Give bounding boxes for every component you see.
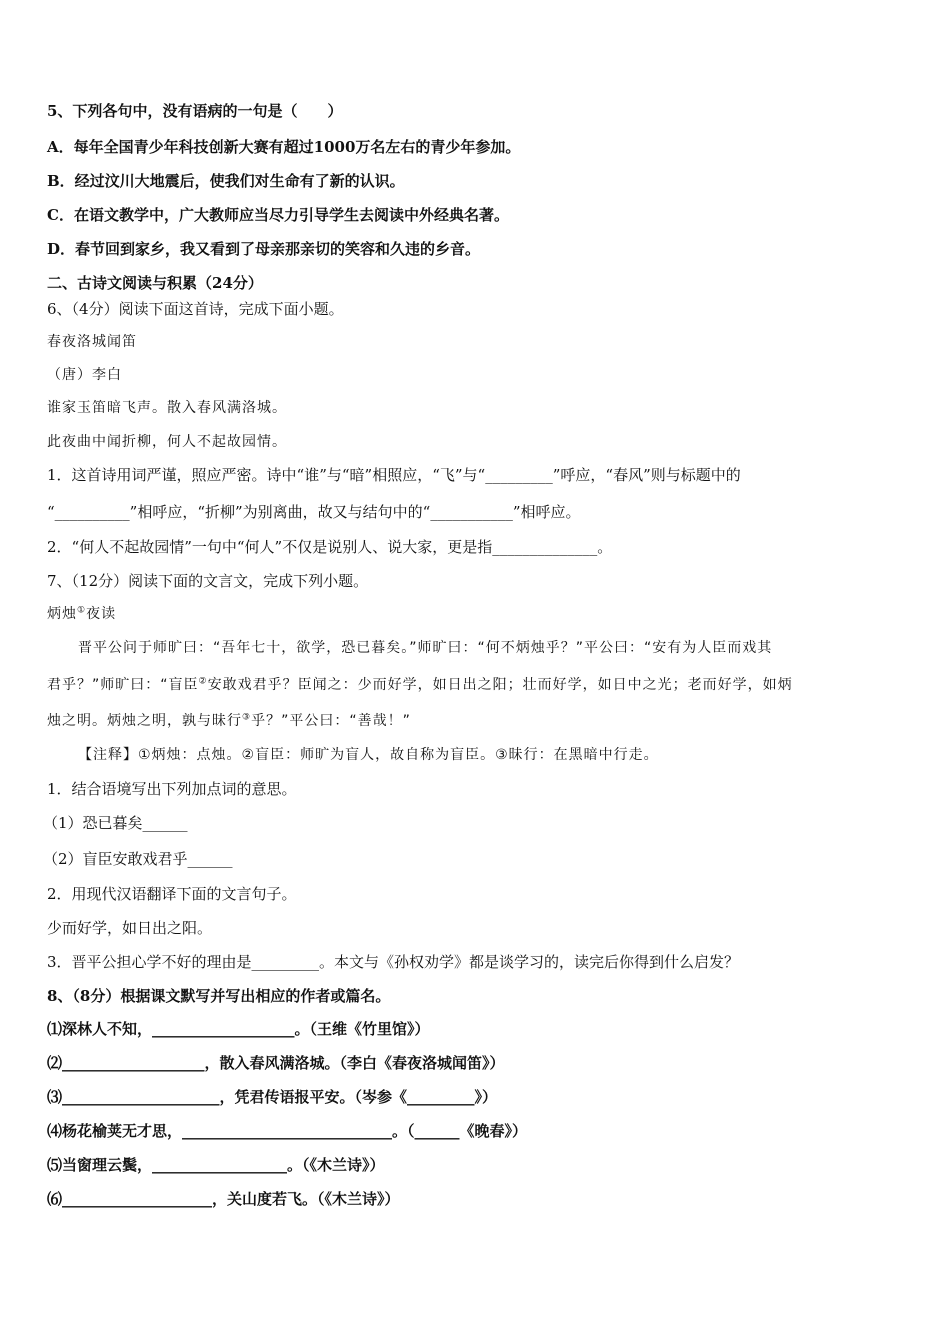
q7-sub2-sentence: 少而好学，如日出之阳。 (47, 919, 213, 937)
section-heading: 二、古诗文阅读与积累（24分） (47, 274, 263, 292)
q8-item-1: ⑴深林人不知，___________________。（王维《竹里馆》） (47, 1020, 430, 1038)
q5-option-d: D．春节回到家乡，我又看到了母亲那亲切的笑容和久违的乡音。 (47, 240, 481, 258)
poem-title: 春夜洛城闻笛 (47, 334, 137, 350)
note-marker-1: ① (77, 605, 87, 616)
q8-item-6: ⑹____________________，关山度若飞。（《木兰诗》） (47, 1190, 400, 1208)
notes-text: ①炳烛：点烛。②盲臣：师旷为盲人，故自称为盲臣。③昧行：在黑暗中行走。 (138, 747, 659, 763)
q5-option-c: C．在语文教学中，广大教师应当尽力引导学生去阅读中外经典名著。 (47, 206, 509, 224)
note-marker-2: ② (198, 676, 208, 687)
q7-stem: 7、（12分）阅读下面的文言文，完成下列小题。 (47, 572, 369, 590)
q5-option-b: B．经过汶川大地震后，使我们对生命有了新的认识。 (47, 172, 405, 190)
passage-line-3-a: 烛之明。炳烛之明，孰与昧行 (47, 713, 242, 729)
q8-stem: 8、（8分）根据课文默写并写出相应的作者或篇名。 (47, 987, 391, 1005)
q5-stem: 5、下列各句中，没有语病的一句是（ ） (47, 102, 343, 120)
poem-author: （唐）李白 (47, 367, 122, 383)
passage-title-tail: 夜读 (86, 606, 117, 622)
passage-line-3-b: 乎？”平公曰：“善哉！” (251, 713, 411, 729)
q7-sub1-item1: （1）恐已暮矣______ (43, 814, 188, 832)
note-marker-3: ③ (242, 712, 252, 723)
passage-title (47, 604, 116, 624)
q8-item-2: ⑵___________________，散入春风满洛城。（李白《春夜洛城闻笛》） (47, 1054, 505, 1072)
q7-sub1-item2: （2）盲臣安敢戏君乎______ (43, 850, 233, 868)
q7-sub2: 2．用现代汉语翻译下面的文言句子。 (47, 885, 297, 903)
q5-option-a: A．每年全国青少年科技创新大赛有超过1000万名左右的青少年参加。 (47, 138, 521, 156)
notes-label: 【注释】 (78, 747, 138, 763)
passage-line-2-b: 安敢戏君乎？臣闻之：少而好学，如日出之阳；壮而好学，如日中之光；老而好学，如炳 (207, 677, 793, 693)
q7-sub3: 3．晋平公担心学不好的理由是_________。本文与《孙权劝学》都是谈学习的，读完后你得到什么启发？ (47, 953, 740, 971)
q6-sub1-line2: “__________”相呼应，“折柳”为别离曲，故又与结句中的“___________”相呼应。 (47, 503, 581, 521)
q6-sub1-line1: 1．这首诗用词严谨，照应严密。诗中“谁”与“暗”相照应，“飞”与“_________”呼应，“春风”则与标题中的 (47, 466, 741, 484)
passage-line-1: 晋平公问于师旷曰：“吾年七十，欲学，恐已暮矣。”师旷曰：“何不炳烛乎？”平公曰：“安有为人臣而戏其 (78, 640, 773, 656)
q8-item-5: ⑸当窗理云鬓，__________________。（《木兰诗》） (47, 1156, 385, 1174)
q8-item-4: ⑷杨花榆荚无才思，____________________________。（______《晚春》） (47, 1122, 528, 1140)
passage-line-3 (47, 711, 411, 731)
passage-title-main: 炳烛 (47, 606, 77, 622)
passage-line-2-a: 君乎？”师旷曰：“盲臣 (47, 677, 199, 693)
passage-line-2 (47, 675, 793, 695)
poem-line-1: 谁家玉笛暗飞声。散入春风满洛城。 (47, 400, 287, 416)
passage-notes (78, 745, 659, 765)
q7-sub1: 1．结合语境写出下列加点词的意思。 (47, 780, 297, 798)
q8-item-3: ⑶_____________________，凭君传语报平安。（岑参《_________》） (47, 1088, 498, 1106)
q6-sub2: 2．“何人不起故园情”一句中“何人”不仅是说别人、说大家，更是指______________。 (47, 538, 613, 556)
q6-stem: 6、（4分）阅读下面这首诗，完成下面小题。 (47, 300, 344, 318)
poem-line-2: 此夜曲中闻折柳，何人不起故园情。 (47, 434, 287, 450)
